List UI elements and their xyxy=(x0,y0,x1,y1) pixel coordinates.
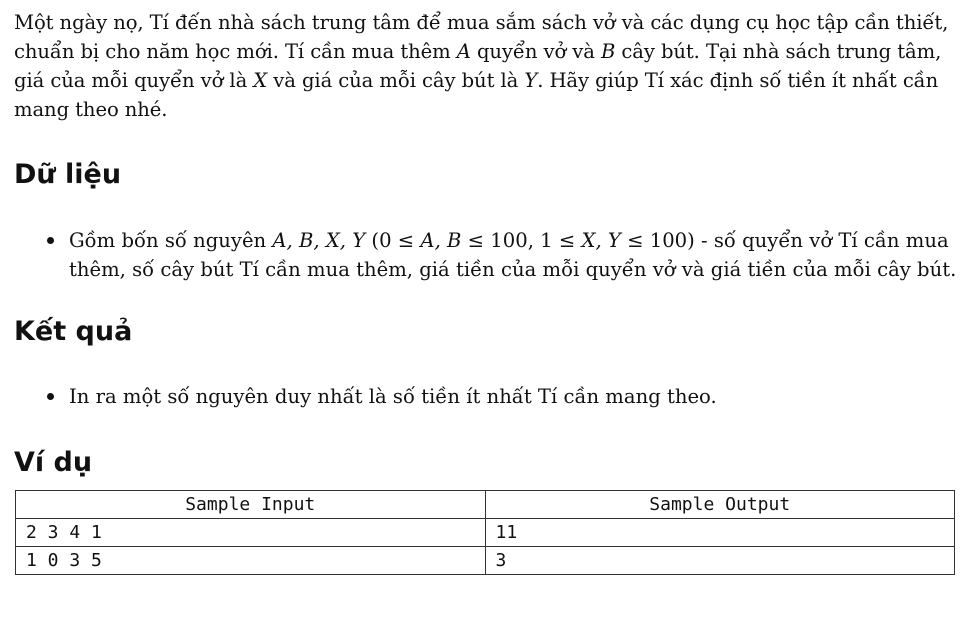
section-heading-example: Ví dụ xyxy=(14,447,93,478)
section-heading-result: Kết quả xyxy=(14,316,133,347)
sample-input-cell: 1 0 3 5 xyxy=(16,547,486,575)
bullet-icon xyxy=(47,237,54,244)
header-sample-input: Sample Input xyxy=(16,491,486,519)
intro-text: . Hãy giúp Tí xác định số tiền ít nhất cần mang theo nhé. xyxy=(14,69,939,121)
section-heading-data: Dữ liệu xyxy=(14,159,122,190)
intro-text: quyển vở và xyxy=(470,40,601,63)
list-item xyxy=(14,382,959,411)
item-text: (0 ≤ xyxy=(365,229,421,252)
list-item xyxy=(14,226,959,284)
data-list xyxy=(14,226,959,284)
header-sample-output: Sample Output xyxy=(485,491,955,519)
math-var-b: B xyxy=(600,40,616,63)
sample-input-cell: 2 3 4 1 xyxy=(16,519,486,547)
sample-table xyxy=(15,490,955,575)
table-row xyxy=(16,519,955,547)
math-vars: A, B xyxy=(420,229,462,252)
intro-paragraph xyxy=(14,8,959,124)
intro-text: cây bút. Tại nhà sách trung tâm, giá của mỗi quyển vở là xyxy=(14,40,942,92)
math-var-x: X xyxy=(253,69,268,92)
math-vars: A, B, X, Y xyxy=(272,229,366,252)
table-row xyxy=(16,547,955,575)
item-text: Gồm bốn số nguyên xyxy=(69,229,273,252)
intro-text: và giá của mỗi cây bút là xyxy=(267,69,525,92)
math-vars: X, Y xyxy=(581,229,621,252)
problem-statement xyxy=(14,8,959,575)
sample-output-cell: 11 xyxy=(485,519,955,547)
math-var-a: A xyxy=(456,40,471,63)
result-list xyxy=(14,382,959,411)
sample-output-cell: 3 xyxy=(485,547,955,575)
item-text: ≤ 100, 1 ≤ xyxy=(461,229,582,252)
item-text: In ra một số nguyên duy nhất là số tiền ít nhất Tí cần mang theo. xyxy=(69,385,717,408)
table-header-row xyxy=(16,491,955,519)
intro-text: Một ngày nọ, Tí đến nhà sách trung tâm để mua sắm sách vở và các dụng cụ học tập cần thiết, chuẩn bị cho năm học mới. Tí cần mua thêm xyxy=(14,11,949,63)
bullet-icon xyxy=(47,393,54,400)
math-var-y: Y xyxy=(524,69,538,92)
item-text: ≤ 100) - số quyển vở Tí cần mua thêm, số cây bút Tí cần mua thêm, giá tiền của mỗi quyển vở và giá tiền của mỗi cây bút. xyxy=(69,229,957,281)
